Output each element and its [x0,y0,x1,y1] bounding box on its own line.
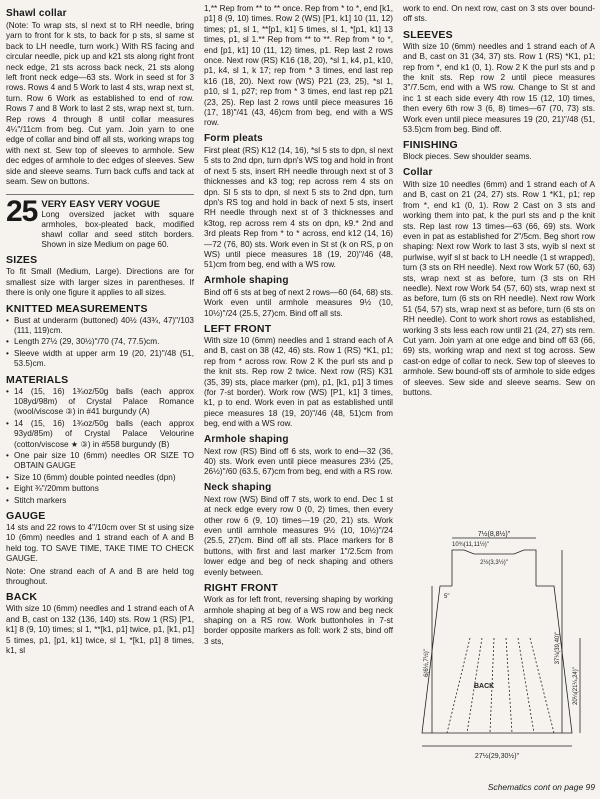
schematic-top-left-label: 10¾(11,11½)" [452,542,489,548]
left-front-heading: LEFT FRONT [204,322,272,335]
shawl-collar-text: (Note: To wrap sts, sl next st to RH needle, bring yarn to front for k sts, to back for p sts, sl same st back to LH needle, turn work.) With RS facing and circular needle, pick up and k21 sts along right front neck edge, 21 sts across back neck, 21 sts along left front neck edge—63 sts. Work in seed st for 3 rows. Rows 4 and 5 Work to last 4 sts, wrap next st, turn. Row 6 Work as established to end of row. Rows 7 and 8 Work to last 2 sts, wrap next st, turn. Rep rows 4 through 8 until collar measures 4¼"/11cm from beg. Cut yarn. Join yarn to one edge of collar and bind off all sts, working wraps tog with next st. Sew top of sleeves to armhole. Sew dec edges of armhole to dec edges of sleeves. Sew side and sleeve seams. Turn back cuffs and tack at seam. Sew on buttons. [6,21,194,187]
material-item: • 14 (15, 16) 1¾oz/50g balls (each approx 93yd/85m) of Crystal Palace Velourine (cotton/viscose ★ ③) in #558 burgundy (B) [6,419,194,450]
schematic-body-outline [422,586,572,733]
schematic-back-label: BACK [474,683,495,690]
material-item: • Stitch markers [6,496,194,506]
neck-shaping-text: Next row (WS) Bind off 7 sts, work to end. Dec 1 st at neck edge every row 0 (0, 2) times, then every other row 6 (9, 10) times—19 (20, 21) sts. Work even until armhole measures 9½ (10, 10½)"/24 (25.5, 27)cm. Bind off all sts. Place markers for 8 buttons, with first and last marker 1"/2.5cm from lower edge and beg of neck shaping and others evenly between. [204,494,393,577]
gauge-heading: GAUGE [6,510,46,523]
sizes-heading: SIZES [6,254,38,267]
material-item: • One pair size 10 (6mm) needles OR SIZE TO OBTAIN GAUGE [6,451,194,472]
schematic-right-2-label: 20¼(21¼,24)" [573,667,579,705]
finishing-text: Block pieces. Sew shoulder seams. [403,152,532,162]
right-front-heading: RIGHT FRONT [204,582,278,595]
form-pleats-text: First pleat (RS) K12 (14, 16), *sl 5 sts to dpn, sl next 5 sts to 2nd dpn, turn dpn's WS tog and hold in front of next 5 sts, insert RH needle through next st of 3 thicknesses and k3 tog; rep across rem 4 sts on dpn. Sl 5 sts to dpn, sl next 5 sts to 2nd dpn, turn dpn's RS tog and hold in back of next 5 sts, insert RH needle through next st of 3 thicknesses and k3tog, rep across rem 4 sts on dpn, k9.* 2nd and 3rd pleats Rep from * to * across, end k12 (14, 16)—72 (76, 80) sts. Work even in St st (k on RS, p on WS) until piece measures 18 (19, 20)"/46 (48, 51)cm from beg, end with a WS row. [204,145,393,270]
left-front-text: With size 10 (6mm) needles and 1 strand each of A and B, cast on 38 (42, 46) sts. Row 1 (RS) *K1, p1; rep from * across row. Row 2 K the purl sts and p the knit sts. Rep row 2 twice. Next row (RS) K31 (35, 39) sts, place marker (pm), p1, [k1, p1] 3 times (for 7-st border). Work row (WS) [P1, k1] 3 times, k1, p to end. Work even in pat as established until piece measures 18 (19, 20)"/46 (48, 51)cm from beg, end with a WS row. [204,335,393,429]
finishing-heading: FINISHING [403,139,458,152]
column-2 [204,4,393,649]
sizes-text: To fit Small (Medium, Large). Directions are for smallest size with larger sizes in parentheses. If there is only one figure it applies to all sizes. [6,267,194,298]
form-pleats-heading: Form pleats [204,132,263,144]
back-text-continued: 1,** Rep from ** to ** once. Rep from * to *, end [k1, p1] 8 (9, 10) times. Row 2 (WS) [P1, k1] 10 (11, 12) times; p1, sl 1, **[p1, k1] 5 times, sl 1, *[p1, k1] 13 times, p1, sl 1.** Rep from ** to **. Rep from * to *, end [p1, k1] 10 (11, 12) times, p1. Rep last 2 rows once. Next row (RS) K16 (18, 20), *sl 1, k4, p1, k10, p1, k4, sl 1, k 17; rep from * 3 times, end last rep k16 (18, 20). Next row (WS) P21 (23, 25), *sl 1, p10, sl 1, p27; rep from * 3 times, end last rep p21 (23, 25). Rep last 2 rows until piece measures 16 (17, 18)"/41 (43, 46)cm from beg, end with a WS row. [204,4,393,128]
schematic-right-1-label: 37¼(39,40)" [555,631,561,665]
schematic-left-shoulder [452,550,464,586]
schematic-pleat-lines [447,638,554,733]
armhole-shaping-text: Bind off 6 sts at beg of next 2 rows—60 (64, 68) sts. Work even until armhole measures 9½ (10, 10½)"/24 (25.5, 27)cm. Bind off all sts. [204,287,393,318]
back-schematic [412,528,594,783]
gauge-note: Note: One strand each of A and B are held tog throughout. [6,566,194,587]
schematic-caption: Schematics cont on page 99 [487,782,595,792]
back-text: With size 10 (6mm) needles and 1 strand each of A and B, cast on 132 (136, 140) sts. Row 1 (RS) [P1, k1] 8 (9, 10) times; sl 1, **[k1, p1] twice, p1, [k1, p1] 5 times, p1, [p1, k1] twice, sl 1, *[k1, p1] 8 times, k1, sl [6,604,194,656]
measurements-list [6,316,194,370]
schematic-left-side-label: 6(6½,7½)" [424,649,430,677]
right-front-text: Work as for left front, reversing shaping by working armhole shaping at beg of a WS row and beg neck shaping on a RS row. Work buttonholes in 7-st border opposite markers as foll: work 2 sts, bind off 3 sts, [204,595,393,646]
pattern-number: 25 [6,194,38,228]
schematic-top-label: 7½(8,8½)" [477,531,511,538]
material-item: • Eight ¾"/20mm buttons [6,484,194,494]
sleeves-heading: SLEEVES [403,28,453,41]
gauge-text: 14 sts and 22 rows to 4"/10cm over St st using size 10 (6mm) needles and 1 strand each of A and B held tog. TO SAVE TIME, TAKE TIME TO CHECK GAUGE. [6,523,194,564]
right-front-text-continued: work to end. On next row, cast on 3 sts over bound-off sts. [403,4,595,24]
pattern-description: Long oversized jacket with square armholes, box-pleated back, modified shawl collar and seed stitch borders. Shown in size Medium on page 60. [41,209,194,250]
pattern-title: VERY EASY VERY VOGUE [41,198,160,210]
column-1 [6,4,194,659]
schematic-armhole-label: 5" [444,594,450,600]
armhole-shaping-heading: Armhole shaping [204,274,289,286]
back-heading: BACK [6,591,38,604]
material-item: • Size 10 (6mm) double pointed needles (dpn) [6,473,194,483]
shawl-collar-heading: Shawl collar [6,8,67,19]
measurement-item: • Bust at underarm (buttoned) 40½ (43¾, 47)"/103 (111, 119)cm. [6,316,194,337]
schematic-bottom-label: 27½(29,30½)" [474,753,520,760]
pattern-header [6,194,194,251]
neck-shaping-heading: Neck shaping [204,481,272,493]
left-armhole-heading: Armhole shaping [204,433,289,445]
measurement-item: • Sleeve width at upper arm 19 (20, 21)"/48 (51, 53.5)cm. [6,349,194,370]
sleeves-text: With size 10 (6mm) needles and 1 strand each of A and B, cast on 31 (34, 37) sts. Row 1 (RS) *K1, p1; rep from *, end k1 (0, 1). Row 2 K the purl sts and p the knit sts. Rep row 2 until piece measures 3"/7.5cm, end with a WS row. Change to St st and inc 1 st each side every 4th row 15 (12, 10) times, then every 6th row 3 (6, 8) times—67 (70, 73) sts. Work even until piece measures 19 (20, 21)"/48 (51, 53.5)cm from beg. Bind off. [403,41,595,135]
collar-heading: Collar [403,166,433,178]
measurements-heading: KNITTED MEASUREMENTS [6,302,148,315]
column-3 [403,4,595,400]
material-item: • 14 (15, 16) 1¾oz/50g balls (each approx 108yd/98m) of Crystal Palace Romance (wool/viscose ③) in #41 burgundy (A) [6,387,194,418]
collar-text: With size 10 needles (6mm) and 1 strand each of A and B, cast on 21 (24, 27) sts. Row 1 *K1, p1; rep from *, end k1 (0, 1). Row 2 Cast on 3 sts and working them into pat, k the purl sts and p the knit sts. Rep last row 13 times—63 (66, 69) sts. Work even in pat as established for 2"/5cm. Beg short row shaping: Next row Work to last 3 sts, wyib sl next st purlwise, wyif sl st back to LH needle (1 st wrapped), turn (3 sts on RH needle). Next row Work 57 (60, 63) sts, wrap next st as before, turn (3 sts on RH needle). Next row Work 54 (57, 60) sts, wrap next st as before, turn (6 sts on RH needle). Next row Work 51 (54, 57) sts, wrap next st as before, turn (6 sts on RH needle). Cont to work short rows as established, working 3 sts less each row until 21 (24, 27) sts rem. Cut yarn. Join yarn at one edge and bind off 63 (66, 69) sts, working wrap and next st tog across. Sew cast-on edge of collar to neck. Sew top of sleeves to armhole. Sew bound-off sts of armhole to side edges of sleeves. Sew side and sleeve seams. Sew on buttons. [403,179,595,397]
schematic-neck-label: 2½(3,3½)" [480,560,508,566]
materials-list [6,387,194,506]
left-armhole-text: Next row (RS) Bind off 6 sts, work to end—32 (36, 40) sts. Work even until piece measures 23½ (25, 26½)"/60 (63.5, 67)cm from beg, end with a RS row. [204,446,393,477]
materials-heading: MATERIALS [6,373,69,386]
schematic-neck-line [464,550,536,586]
measurement-item: • Length 27½ (29, 30½)"/70 (74, 77.5)cm. [6,337,194,347]
